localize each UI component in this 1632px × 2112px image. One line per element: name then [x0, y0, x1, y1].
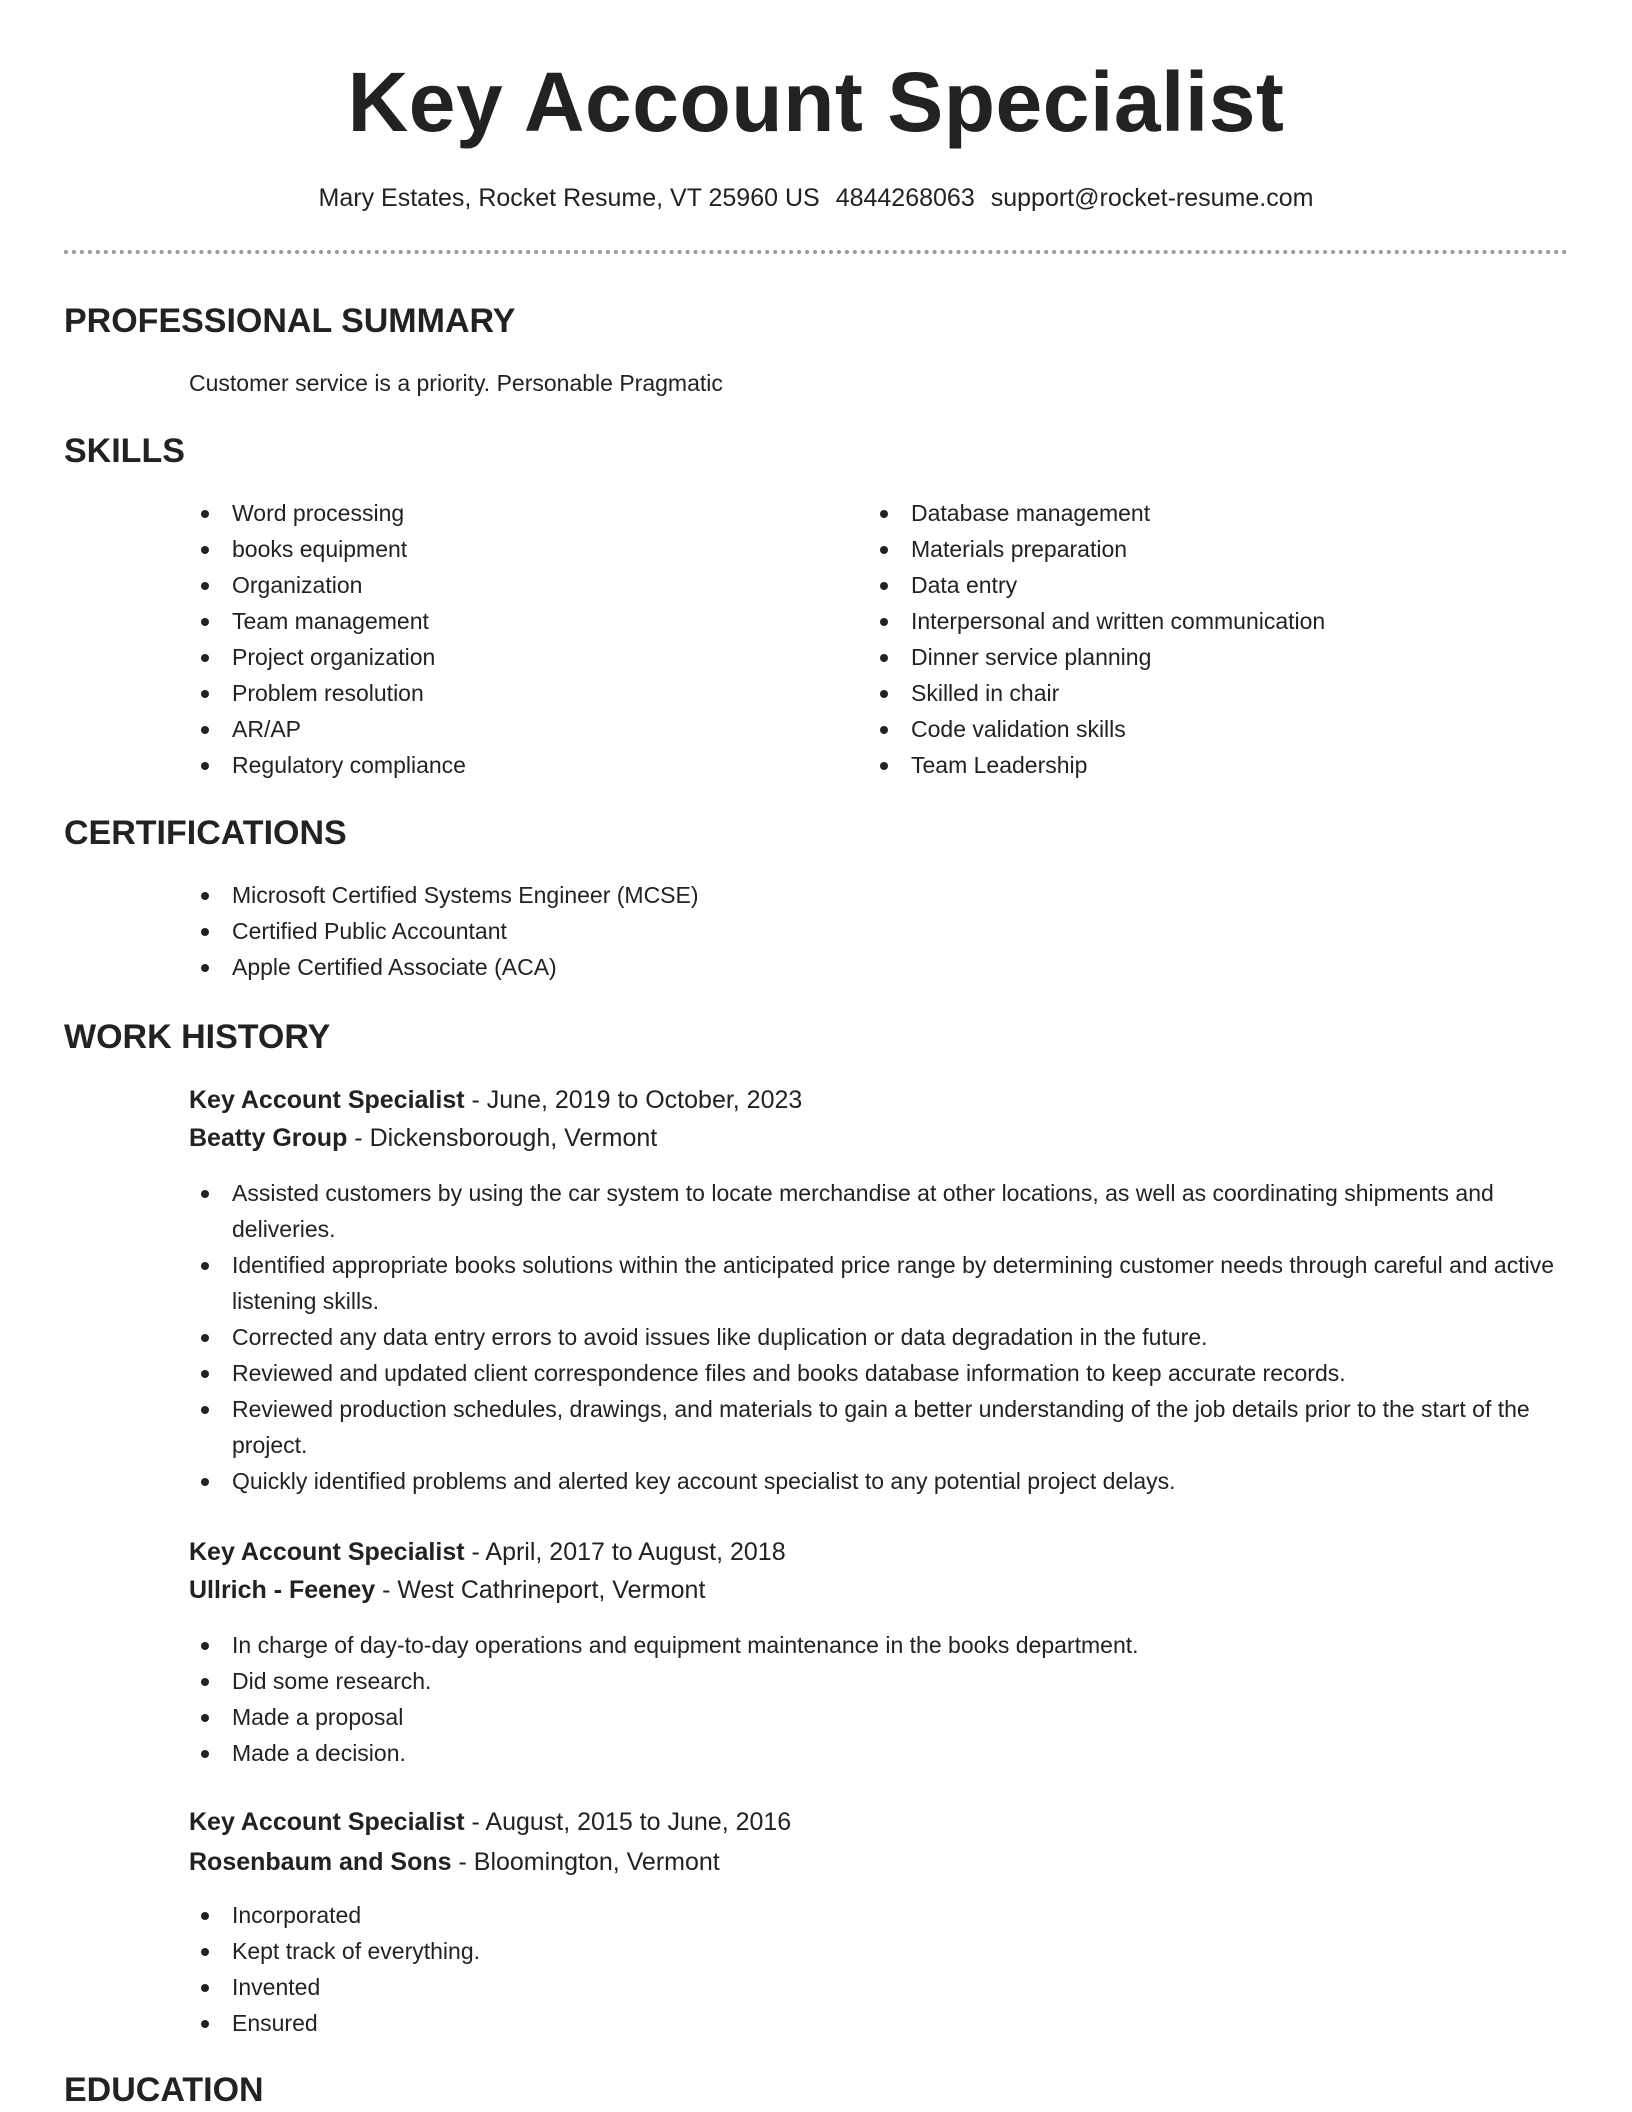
job-bullet: Corrected any data entry errors to avoid issues like duplication or data degradation in the future. — [189, 1319, 1569, 1355]
skill-item: Skilled in chair — [868, 675, 1568, 711]
resume-name: Key Account Specialist — [347, 55, 1285, 149]
job-title-line — [189, 1534, 786, 1570]
certifications-list — [189, 877, 1549, 985]
job-bullet: Invented — [189, 1969, 1569, 2005]
work-history-title: WORK HISTORY — [64, 1018, 331, 1056]
skills-title: SKILLS — [64, 432, 185, 470]
job-bullet: Ensured — [189, 2005, 1569, 2041]
job-location: - West Cathrineport, Vermont — [375, 1576, 706, 1604]
job-bullet: Made a proposal — [189, 1699, 1569, 1735]
job-company: Ullrich - Feeney — [189, 1576, 376, 1604]
skill-item: Team Leadership — [868, 747, 1568, 783]
job-role: Key Account Specialist — [189, 1086, 465, 1114]
skill-item: Interpersonal and written communication — [868, 603, 1568, 639]
job-company: Beatty Group — [189, 1124, 348, 1152]
job-bullet: Reviewed production schedules, drawings, and materials to gain a better understanding of the job details prior to the start of the project. — [189, 1391, 1569, 1463]
job-bullet: Reviewed and updated client correspondence files and books database information to keep accurate records. — [189, 1355, 1569, 1391]
contact-address: Mary Estates, Rocket Resume, VT 25960 US — [318, 184, 820, 212]
skill-item: Code validation skills — [868, 711, 1568, 747]
skill-item: Team management — [189, 603, 849, 639]
header-divider — [64, 250, 1568, 254]
job-location: - Dickensborough, Vermont — [347, 1124, 658, 1152]
job-title-line — [189, 1082, 802, 1118]
summary-text: Customer service is a priority. Personable Pragmatic — [189, 370, 723, 396]
job-company-line — [189, 1120, 657, 1156]
job-bullet: Made a decision. — [189, 1735, 1569, 1771]
skill-item: Database management — [868, 495, 1568, 531]
job-bullet: Assisted customers by using the car system to locate merchandise at other locations, as well as coordinating shipments and deliveries. — [189, 1175, 1569, 1247]
job-dates: - April, 2017 to August, 2018 — [464, 1538, 786, 1566]
skill-item: Dinner service planning — [868, 639, 1568, 675]
contact-phone: 4844268063 — [835, 184, 975, 212]
job-company: Rosenbaum and Sons — [189, 1848, 452, 1876]
skills-list-right — [868, 495, 1568, 783]
job-bullet: In charge of day-to-day operations and equipment maintenance in the books department. — [189, 1627, 1569, 1663]
certification-item: Microsoft Certified Systems Engineer (MCSE) — [189, 877, 1549, 913]
certification-item: Apple Certified Associate (ACA) — [189, 949, 1549, 985]
job-bullet: Did some research. — [189, 1663, 1569, 1699]
certifications-title: CERTIFICATIONS — [64, 814, 347, 852]
skills-list-left — [189, 495, 849, 783]
skill-item: Problem resolution — [189, 675, 849, 711]
job-role: Key Account Specialist — [189, 1538, 465, 1566]
job-role: Key Account Specialist — [189, 1808, 465, 1836]
skill-item: Project organization — [189, 639, 849, 675]
contact-email[interactable]: support@rocket-resume.com — [990, 184, 1314, 212]
job-bullets — [189, 1627, 1569, 1771]
job-dates: - June, 2019 to October, 2023 — [464, 1086, 803, 1114]
job-bullet: Incorporated — [189, 1897, 1569, 1933]
job-bullet: Identified appropriate books solutions within the anticipated price range by determining customer needs through careful and active listening skills. — [189, 1247, 1569, 1319]
skill-item: AR/AP — [189, 711, 849, 747]
skill-item: Materials preparation — [868, 531, 1568, 567]
job-title-line — [189, 1804, 791, 1840]
job-bullets — [189, 1897, 1569, 2041]
skill-item: Word processing — [189, 495, 849, 531]
job-bullet: Kept track of everything. — [189, 1933, 1569, 1969]
certification-item: Certified Public Accountant — [189, 913, 1549, 949]
skill-item: books equipment — [189, 531, 849, 567]
job-bullet: Quickly identified problems and alerted key account specialist to any potential project delays. — [189, 1463, 1569, 1499]
job-company-line — [189, 1572, 705, 1608]
job-bullets — [189, 1175, 1569, 1499]
job-location: - Bloomington, Vermont — [451, 1848, 720, 1876]
skill-item: Organization — [189, 567, 849, 603]
job-company-line — [189, 1844, 720, 1880]
contact-line — [0, 181, 1632, 215]
education-title: EDUCATION — [64, 2071, 264, 2109]
summary-title: PROFESSIONAL SUMMARY — [64, 302, 516, 340]
skill-item: Data entry — [868, 567, 1568, 603]
job-dates: - August, 2015 to June, 2016 — [464, 1808, 792, 1836]
skill-item: Regulatory compliance — [189, 747, 849, 783]
